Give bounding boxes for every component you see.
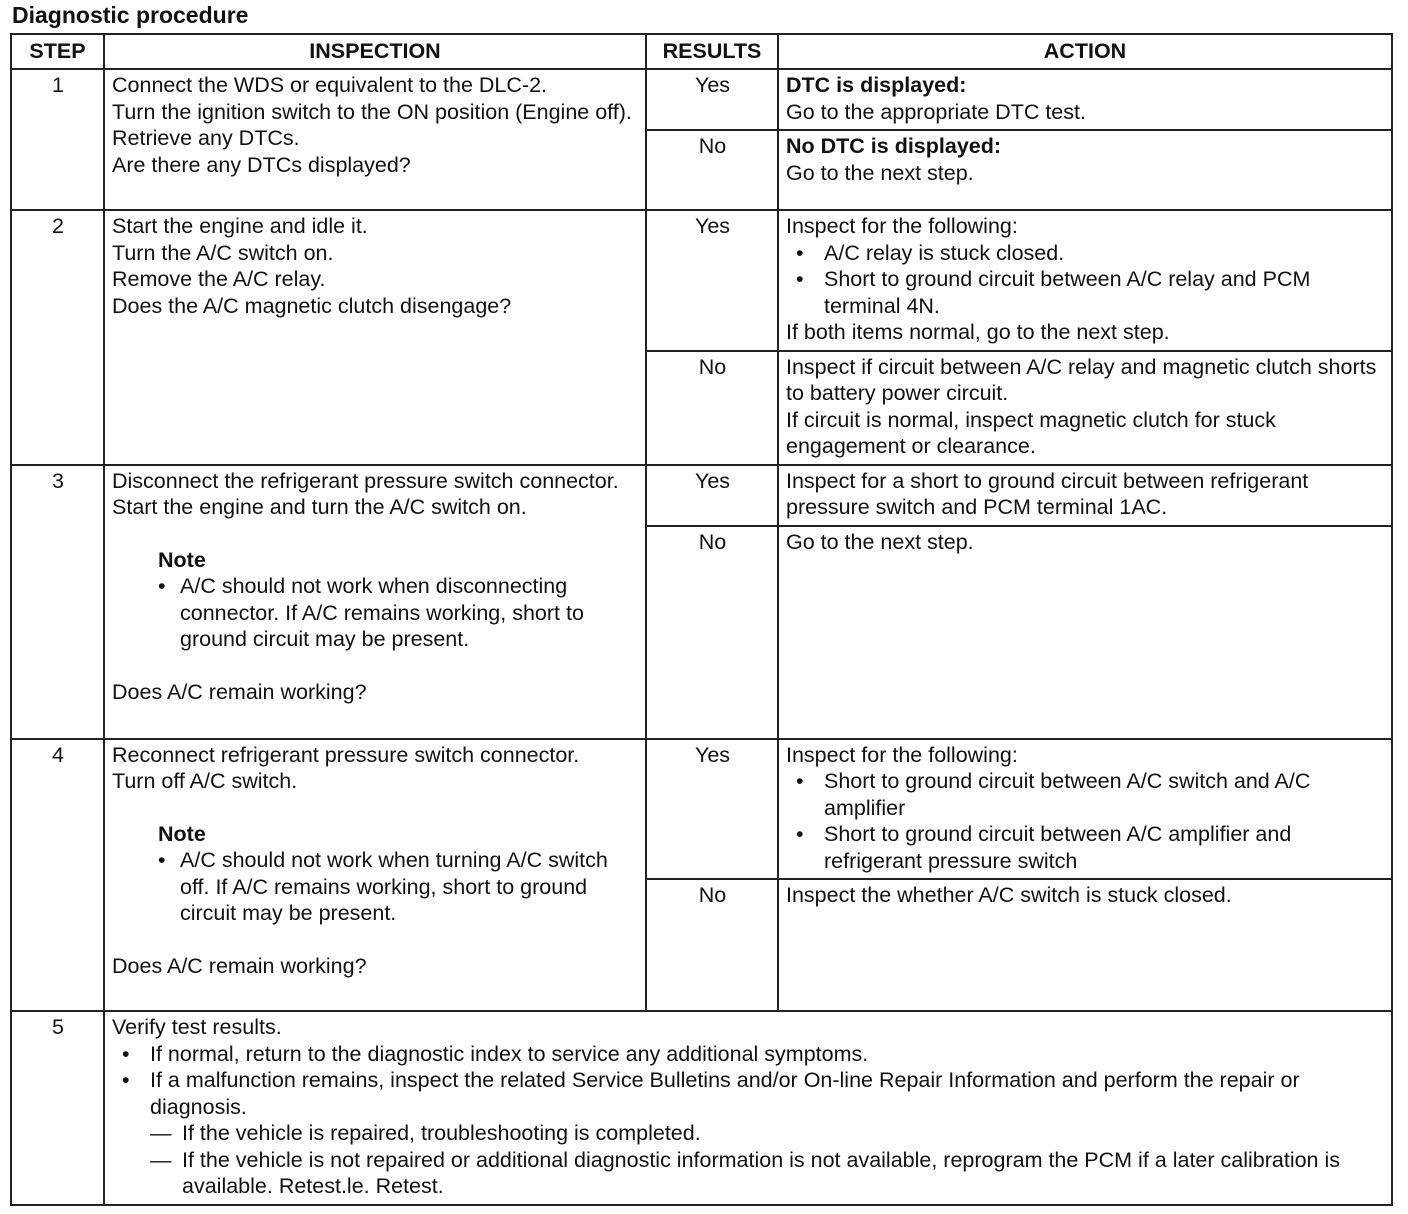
result-yes: Yes: [646, 465, 778, 526]
step-number: 1: [11, 69, 104, 210]
action-cell: [778, 351, 1392, 465]
action-text: Inspect if circuit between A/C relay and magnetic clutch shorts to battery power circuit.: [786, 354, 1377, 405]
note-title: Note: [158, 547, 206, 572]
table-row: [11, 465, 1392, 526]
action-cell: [778, 69, 1392, 130]
inspection-cell: [104, 69, 646, 210]
note-item: • A/C should not work when turning A/C switch off. If A/C remains working, short to ground circuit may be present.: [158, 847, 639, 927]
result-yes: Yes: [646, 69, 778, 130]
header-inspection: INSPECTION: [104, 34, 646, 69]
page-title: Diagnostic procedure: [12, 2, 249, 28]
result-no: No: [646, 351, 778, 465]
action-text: Go to the appropriate DTC test.: [786, 99, 1086, 124]
inspection-line: Retrieve any DTCs.: [112, 126, 300, 150]
action-cell: [778, 465, 1392, 526]
list-item: — If the vehicle is repaired, troubleshooting is completed.: [112, 1120, 1385, 1147]
list-item: • If a malfunction remains, inspect the related Service Bulletins and/or On-line Repair Information and perform the repair or diagnosis.: [112, 1067, 1385, 1120]
inspection-cell: [104, 739, 646, 1012]
step5-dashes: [112, 1120, 1385, 1200]
inspection-cell: [104, 465, 646, 739]
action-cell: [778, 210, 1392, 351]
table-row: [11, 739, 1392, 880]
note-block: [158, 821, 639, 927]
action-text: Go to the next step.: [786, 160, 974, 185]
header-action: ACTION: [778, 34, 1392, 69]
step-number: 5: [11, 1011, 104, 1205]
inspection-line: Turn the A/C switch on.: [112, 240, 334, 265]
note-list: [158, 573, 639, 653]
note-list: [158, 847, 639, 927]
action-cell: [778, 130, 1392, 210]
inspection-line: Remove the A/C relay.: [112, 267, 326, 291]
inspection-question: Does A/C remain working?: [112, 953, 367, 978]
action-heading: DTC is displayed:: [786, 73, 967, 97]
list-item: — If the vehicle is not repaired or additional diagnostic information is not available, reprogram the PCM if a later calibration is available. Retest.le. Retest.: [112, 1147, 1385, 1200]
table-row: [11, 1011, 1392, 1205]
result-yes: Yes: [646, 739, 778, 880]
result-no: No: [646, 130, 778, 210]
inspection-line: Start the engine and idle it.: [112, 214, 368, 238]
action-cell: [778, 526, 1392, 739]
step5-bullets: [112, 1041, 1385, 1121]
list-item: • Short to ground circuit between A/C relay and PCM terminal 4N.: [786, 266, 1385, 319]
step-number: 4: [11, 739, 104, 1012]
inspection-line: Turn off A/C switch.: [112, 769, 298, 793]
inspection-cell: [104, 210, 646, 465]
action-text: Go to the next step.: [786, 529, 974, 554]
note-title: Note: [158, 821, 206, 846]
step-number: 2: [11, 210, 104, 465]
header-step: STEP: [11, 34, 104, 69]
list-item: • Short to ground circuit between A/C switch and A/C amplifier: [786, 768, 1385, 821]
note-block: [158, 547, 639, 653]
inspection-line: Connect the WDS or equivalent to the DLC-2.: [112, 73, 547, 97]
action-text: If circuit is normal, inspect magnetic clutch for stuck engagement or clearance.: [786, 407, 1276, 458]
step-number: 3: [11, 465, 104, 739]
table-row: [11, 69, 1392, 130]
diagnostic-table: [10, 33, 1393, 1206]
action-text: Inspect the whether A/C switch is stuck closed.: [786, 883, 1232, 907]
action-text: If both items normal, go to the next step.: [786, 320, 1170, 344]
note-item: • A/C should not work when disconnecting connector. If A/C remains working, short to ground circuit may be present.: [158, 573, 639, 653]
header-results: RESULTS: [646, 34, 778, 69]
inspection-line: Does the A/C magnetic clutch disengage?: [112, 293, 512, 318]
inspection-line: Reconnect refrigerant pressure switch connector.: [112, 742, 580, 767]
action-bullets: [786, 240, 1385, 320]
result-no: No: [646, 879, 778, 1011]
action-bullets: [786, 768, 1385, 874]
list-item: • Short to ground circuit between A/C amplifier and refrigerant pressure switch: [786, 821, 1385, 874]
action-cell: [778, 739, 1392, 880]
inspection-line: Turn the ignition switch to the ON position (Engine off).: [112, 99, 632, 124]
list-item: • A/C relay is stuck closed.: [786, 240, 1385, 267]
list-item: • If normal, return to the diagnostic index to service any additional symptoms.: [112, 1041, 1385, 1068]
inspection-line: Disconnect the refrigerant pressure switch connector.: [112, 468, 619, 493]
table-row: [11, 210, 1392, 351]
action-heading: No DTC is displayed:: [786, 134, 1002, 158]
step5-cell: [104, 1011, 1392, 1205]
header-row: [11, 34, 1392, 69]
action-text: Inspect for a short to ground circuit between refrigerant pressure switch and PCM terminal 1AC.: [786, 468, 1309, 519]
inspection-question: Does A/C remain working?: [112, 679, 367, 704]
result-no: No: [646, 526, 778, 739]
result-yes: Yes: [646, 210, 778, 351]
action-text: Inspect for the following:: [786, 742, 1018, 767]
action-cell: [778, 879, 1392, 1011]
inspection-line: Are there any DTCs displayed?: [112, 152, 411, 177]
step5-intro: Verify test results.: [112, 1015, 282, 1039]
inspection-line: Start the engine and turn the A/C switch on.: [112, 495, 527, 519]
action-text: Inspect for the following:: [786, 214, 1018, 238]
